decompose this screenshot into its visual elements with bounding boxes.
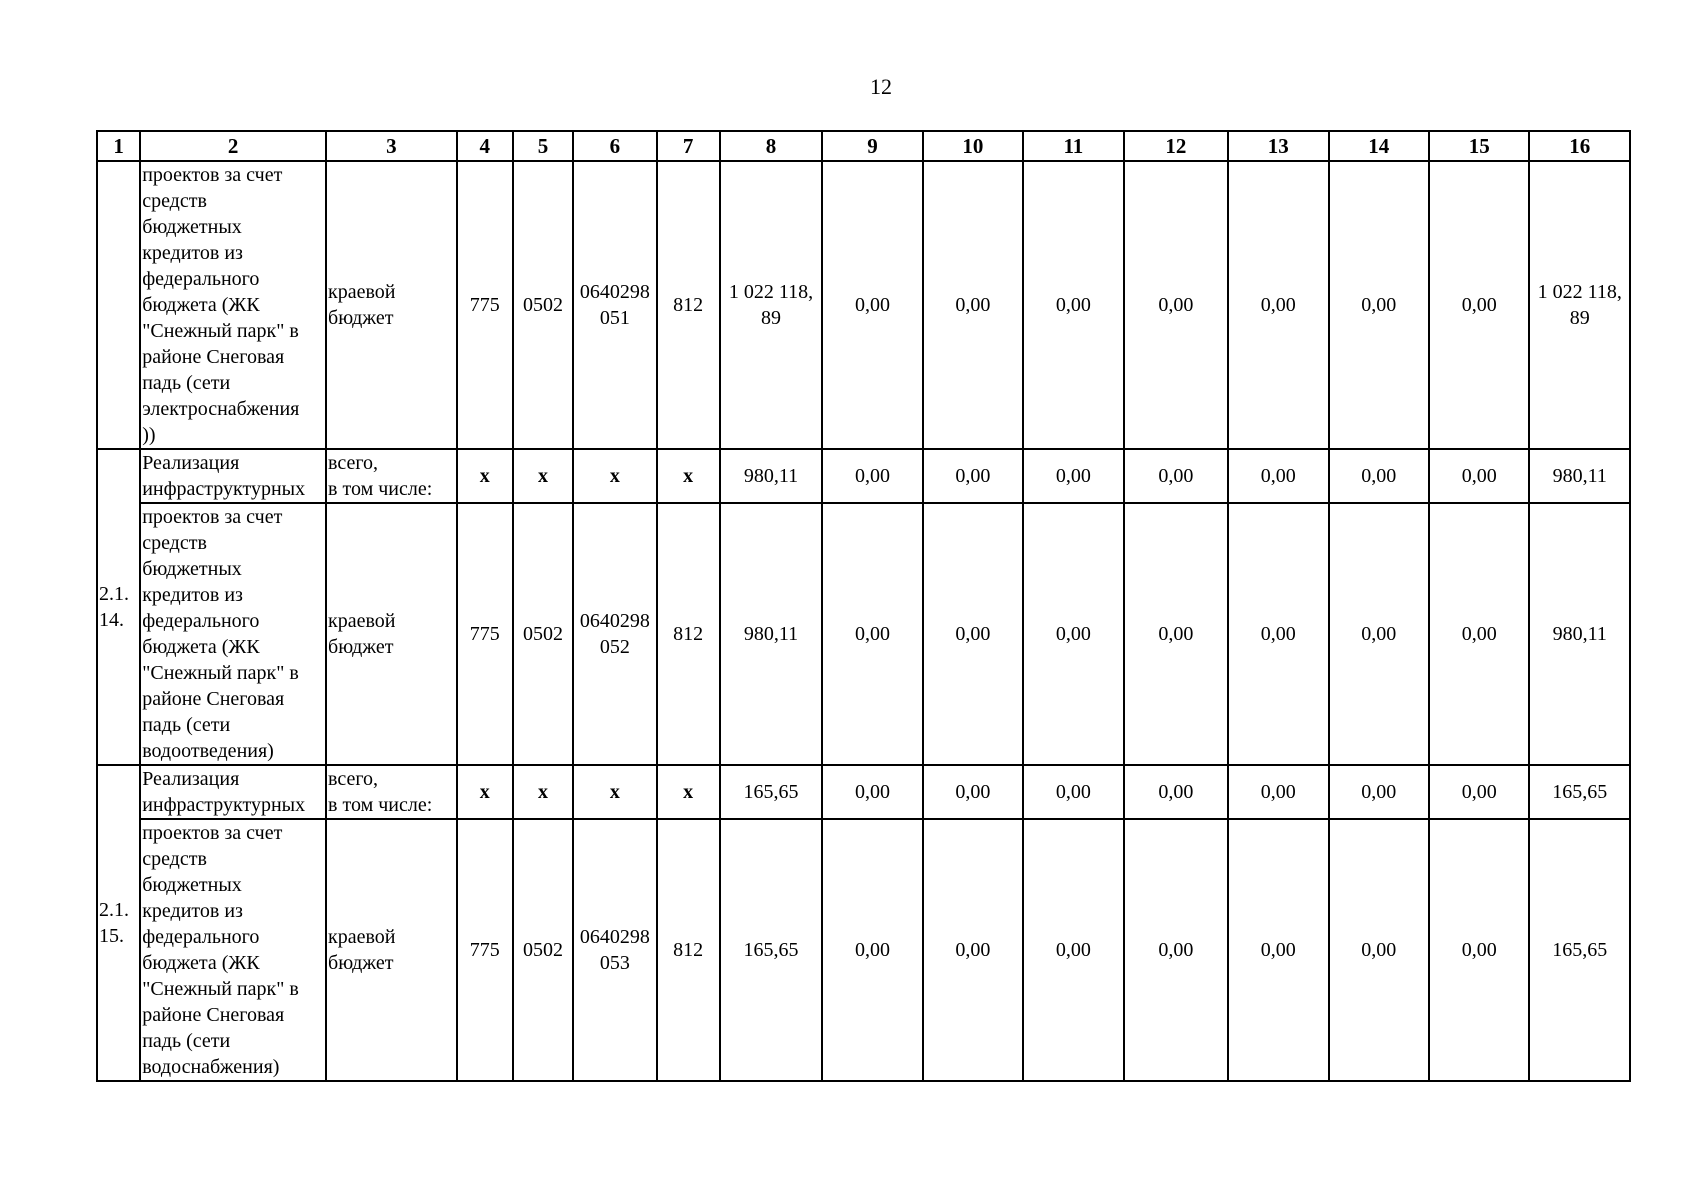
- column-header: 12: [1124, 131, 1228, 161]
- amount-cell: 0,00: [923, 503, 1023, 765]
- amount-cell: 0,00: [1228, 503, 1328, 765]
- amount-cell: 0,00: [1023, 161, 1123, 449]
- amount-cell: 0,00: [1429, 503, 1529, 765]
- column-header: 11: [1023, 131, 1123, 161]
- column-header: 6: [573, 131, 656, 161]
- funding-level-cell: краевой бюджет: [326, 161, 457, 449]
- column-header: 2: [140, 131, 326, 161]
- amount-cell: 0,00: [822, 765, 922, 819]
- target-article-cell: 0640298 053: [573, 819, 656, 1081]
- expense-type-cell: 812: [657, 819, 720, 1081]
- section-cell: х: [513, 765, 573, 819]
- description-cell: Реализация инфраструктурных: [140, 449, 326, 503]
- total-cell: 165,65: [1529, 765, 1630, 819]
- column-header: 3: [326, 131, 457, 161]
- amount-cell: 0,00: [923, 449, 1023, 503]
- amount-cell: 0,00: [1429, 765, 1529, 819]
- target-article-cell: х: [573, 765, 656, 819]
- table-row: [97, 503, 1630, 765]
- amount-cell: 1 022 118, 89: [720, 161, 822, 449]
- amount-cell: 0,00: [1124, 449, 1228, 503]
- description-cell: проектов за счет средств бюджетных кредитов из федерального бюджета (ЖК "Снежный парк" в районе Снеговая падь (сети водоснабжения): [140, 819, 326, 1081]
- amount-cell: 0,00: [1124, 161, 1228, 449]
- amount-cell: 0,00: [1329, 161, 1429, 449]
- column-header: 15: [1429, 131, 1529, 161]
- amount-cell: 0,00: [1329, 765, 1429, 819]
- total-cell: 980,11: [1529, 449, 1630, 503]
- target-article-cell: х: [573, 449, 656, 503]
- total-cell: 1 022 118, 89: [1529, 161, 1630, 449]
- amount-cell: 0,00: [1429, 449, 1529, 503]
- amount-cell: 0,00: [923, 819, 1023, 1081]
- total-cell: 165,65: [1529, 819, 1630, 1081]
- budget-table: [96, 130, 1631, 1082]
- grbs-cell: 775: [457, 819, 513, 1081]
- target-article-cell: 0640298 052: [573, 503, 656, 765]
- expense-type-cell: 812: [657, 161, 720, 449]
- column-header: 14: [1329, 131, 1429, 161]
- column-header: 4: [457, 131, 513, 161]
- column-number-row: [97, 131, 1630, 161]
- grbs-cell: х: [457, 449, 513, 503]
- amount-cell: 980,11: [720, 449, 822, 503]
- amount-cell: 0,00: [1329, 819, 1429, 1081]
- column-header: 1: [97, 131, 140, 161]
- description-cell: проектов за счет средств бюджетных кредитов из федерального бюджета (ЖК "Снежный парк" в районе Снеговая падь (сети водоотведения): [140, 503, 326, 765]
- column-header: 8: [720, 131, 822, 161]
- column-header: 16: [1529, 131, 1630, 161]
- description-cell: проектов за счет средств бюджетных кредитов из федерального бюджета (ЖК "Снежный парк" в районе Снеговая падь (сети электроснабжения )): [140, 161, 326, 449]
- section-cell: х: [513, 449, 573, 503]
- column-header: 10: [923, 131, 1023, 161]
- amount-cell: 0,00: [1023, 503, 1123, 765]
- grbs-cell: 775: [457, 503, 513, 765]
- item-number-cell: [97, 161, 140, 449]
- target-article-cell: 0640298 051: [573, 161, 656, 449]
- amount-cell: 0,00: [1228, 161, 1328, 449]
- page-number: 12: [870, 74, 892, 99]
- description-cell: Реализация инфраструктурных: [140, 765, 326, 819]
- amount-cell: 165,65: [720, 819, 822, 1081]
- funding-level-cell: краевой бюджет: [326, 819, 457, 1081]
- amount-cell: 0,00: [1329, 503, 1429, 765]
- amount-cell: 0,00: [923, 161, 1023, 449]
- amount-cell: 0,00: [1329, 449, 1429, 503]
- amount-cell: 0,00: [1228, 765, 1328, 819]
- amount-cell: 0,00: [923, 765, 1023, 819]
- table-row: [97, 449, 1630, 503]
- expense-type-cell: х: [657, 449, 720, 503]
- column-header: 9: [822, 131, 922, 161]
- amount-cell: 0,00: [822, 819, 922, 1081]
- expense-type-cell: х: [657, 765, 720, 819]
- table-row: [97, 765, 1630, 819]
- item-number-cell: 2.1. 15.: [97, 765, 140, 1081]
- amount-cell: 0,00: [1023, 819, 1123, 1081]
- amount-cell: 0,00: [822, 503, 922, 765]
- amount-cell: 0,00: [1124, 819, 1228, 1081]
- table-row: [97, 161, 1630, 449]
- section-cell: 0502: [513, 161, 573, 449]
- grbs-cell: 775: [457, 161, 513, 449]
- amount-cell: 0,00: [822, 161, 922, 449]
- grbs-cell: х: [457, 765, 513, 819]
- amount-cell: 0,00: [1124, 765, 1228, 819]
- section-cell: 0502: [513, 503, 573, 765]
- column-header: 7: [657, 131, 720, 161]
- column-header: 13: [1228, 131, 1328, 161]
- funding-level-cell: всего, в том числе:: [326, 765, 457, 819]
- amount-cell: 0,00: [1023, 765, 1123, 819]
- funding-level-cell: всего, в том числе:: [326, 449, 457, 503]
- amount-cell: 0,00: [1124, 503, 1228, 765]
- item-number-cell: 2.1. 14.: [97, 449, 140, 765]
- amount-cell: 0,00: [822, 449, 922, 503]
- amount-cell: 0,00: [1228, 449, 1328, 503]
- total-cell: 980,11: [1529, 503, 1630, 765]
- amount-cell: 0,00: [1023, 449, 1123, 503]
- amount-cell: 980,11: [720, 503, 822, 765]
- amount-cell: 0,00: [1429, 161, 1529, 449]
- column-header: 5: [513, 131, 573, 161]
- table-row: [97, 819, 1630, 1081]
- funding-level-cell: краевой бюджет: [326, 503, 457, 765]
- section-cell: 0502: [513, 819, 573, 1081]
- amount-cell: 0,00: [1228, 819, 1328, 1081]
- amount-cell: 0,00: [1429, 819, 1529, 1081]
- expense-type-cell: 812: [657, 503, 720, 765]
- amount-cell: 165,65: [720, 765, 822, 819]
